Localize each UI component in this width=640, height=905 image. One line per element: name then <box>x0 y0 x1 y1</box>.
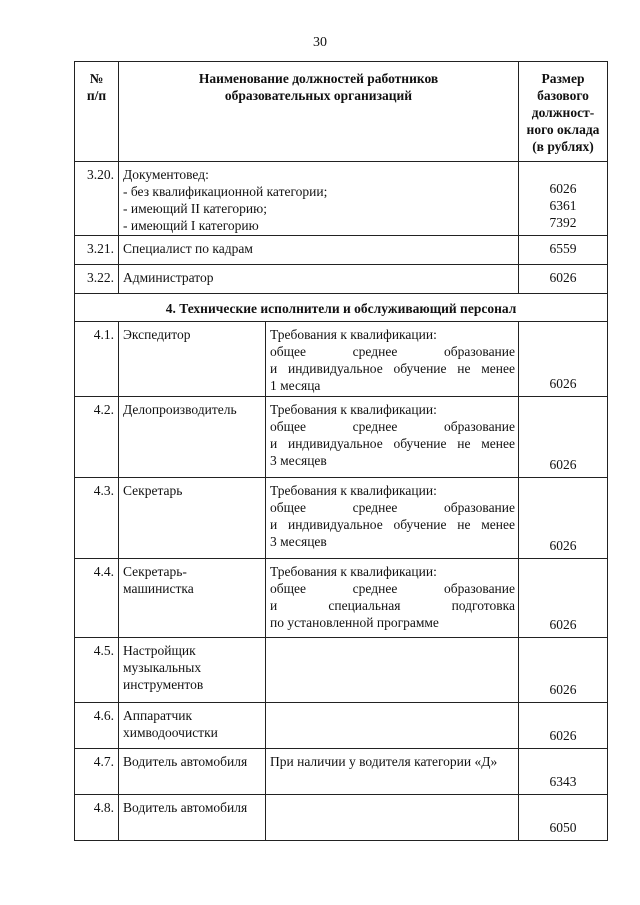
salary-table <box>74 61 608 841</box>
row-number: 4.5. <box>75 638 119 703</box>
requirement-line: и индивидуальное обучение не менее <box>270 517 515 532</box>
salary-value: 7392 <box>549 215 577 230</box>
position-name-line: Секретарь- <box>123 564 187 579</box>
salary-value: 6559 <box>519 236 608 265</box>
table-row <box>75 265 608 294</box>
position-name <box>119 397 266 478</box>
salary-value: 6026 <box>519 478 608 559</box>
requirement-line: Требования к квалификации: <box>270 327 437 342</box>
position-name-line: химводоочистки <box>123 725 218 740</box>
requirement-line: и индивидуальное обучение не менее <box>270 436 515 451</box>
requirement-line: общее среднее образование <box>270 344 515 359</box>
row-number: 3.20. <box>75 162 119 236</box>
header-salary-line: базового <box>537 88 589 103</box>
salary-value: 6026 <box>519 322 608 397</box>
requirement-line: общее среднее образование <box>270 419 515 434</box>
position-name: Специалист по кадрам <box>119 236 519 265</box>
position-name-line: Экспедитор <box>123 327 191 342</box>
requirement-line: общее среднее образование <box>270 581 515 596</box>
row-number: 4.3. <box>75 478 119 559</box>
requirement-line: общее среднее образование <box>270 500 515 515</box>
row-number: 4.4. <box>75 559 119 638</box>
salary-value: 6050 <box>519 795 608 841</box>
requirement-line: и индивидуальное обучение не менее <box>270 361 515 376</box>
position-name <box>119 795 266 841</box>
salary-value: 6026 <box>519 397 608 478</box>
header-salary-line: должност- <box>531 105 595 120</box>
requirement-line: и специальная подготовка <box>270 598 515 613</box>
position-name-line: Водитель автомобиля <box>123 800 248 815</box>
salary-cell <box>519 162 608 236</box>
salary-value: 6343 <box>519 749 608 795</box>
table-row <box>75 703 608 749</box>
table-row <box>75 162 608 236</box>
row-number: 4.1. <box>75 322 119 397</box>
position-name-line: Аппаратчик <box>123 708 193 723</box>
requirement-line: по установленной программе <box>270 615 439 630</box>
row-number: 3.22. <box>75 265 119 294</box>
qualification-requirements <box>266 638 519 703</box>
position-name <box>119 478 266 559</box>
header-num-line: п/п <box>86 88 107 103</box>
position-name-line: инструментов <box>123 677 204 692</box>
header-name-line: образовательных организаций <box>224 88 413 103</box>
position-name <box>119 322 266 397</box>
table-row <box>75 749 608 795</box>
row-number: 4.8. <box>75 795 119 841</box>
position-name-line: Водитель автомобиля <box>123 754 248 769</box>
header-salary-line: (в рублях) <box>532 139 594 154</box>
header-num-line: № <box>89 71 104 86</box>
table-header-row <box>75 62 608 162</box>
position-name-line: Делопроизводитель <box>123 402 237 417</box>
qualification-requirements <box>266 397 519 478</box>
salary-value: 6361 <box>549 198 577 213</box>
row-number: 4.6. <box>75 703 119 749</box>
table-row <box>75 478 608 559</box>
position-name-line: Секретарь <box>123 483 183 498</box>
section-header-row <box>75 294 608 322</box>
position-name <box>119 162 519 236</box>
qualification-requirements <box>266 478 519 559</box>
qualification-requirements <box>266 703 519 749</box>
requirement-line: При наличии у водителя категории «Д» <box>270 754 498 769</box>
table-row <box>75 559 608 638</box>
position-name-line: музыкальных <box>123 660 202 675</box>
requirement-line: Требования к квалификации: <box>270 483 437 498</box>
salary-value: 6026 <box>519 559 608 638</box>
qualification-requirements <box>266 322 519 397</box>
header-salary <box>519 62 608 162</box>
position-name <box>119 703 266 749</box>
requirement-line: 1 месяца <box>270 378 321 393</box>
position-name-line: - имеющий I категорию <box>123 218 259 233</box>
position-name-line: машинистка <box>123 581 194 596</box>
row-number: 4.7. <box>75 749 119 795</box>
position-name <box>119 638 266 703</box>
position-name-line: - имеющий II категорию; <box>123 201 267 216</box>
table-row <box>75 322 608 397</box>
table-row <box>75 795 608 841</box>
salary-value: 6026 <box>519 703 608 749</box>
header-salary-line: Размер <box>541 71 585 86</box>
salary-value: 6026 <box>519 265 608 294</box>
requirement-line: Требования к квалификации: <box>270 402 437 417</box>
requirement-line: 3 месяцев <box>270 453 327 468</box>
table-row <box>75 638 608 703</box>
position-name <box>119 749 266 795</box>
qualification-requirements <box>266 749 519 795</box>
position-name-line: - без квалификационной категории; <box>123 184 328 199</box>
row-number: 3.21. <box>75 236 119 265</box>
salary-value: 6026 <box>519 638 608 703</box>
salary-value: 6026 <box>549 181 577 196</box>
table-row <box>75 236 608 265</box>
row-number: 4.2. <box>75 397 119 478</box>
header-num <box>75 62 119 162</box>
header-name <box>119 62 519 162</box>
table-row <box>75 397 608 478</box>
position-name: Администратор <box>119 265 519 294</box>
header-salary-line: ного оклада <box>526 122 600 137</box>
page-number: 30 <box>313 35 327 50</box>
qualification-requirements <box>266 559 519 638</box>
position-name <box>119 559 266 638</box>
requirement-line: 3 месяцев <box>270 534 327 549</box>
position-name-line: Документовед: <box>123 167 209 182</box>
requirement-line: Требования к квалификации: <box>270 564 437 579</box>
qualification-requirements <box>266 795 519 841</box>
section-title: 4. Технические исполнители и обслуживающий персонал <box>75 294 608 322</box>
position-name-line: Настройщик <box>123 643 196 658</box>
header-name-line: Наименование должностей работников <box>198 71 439 86</box>
